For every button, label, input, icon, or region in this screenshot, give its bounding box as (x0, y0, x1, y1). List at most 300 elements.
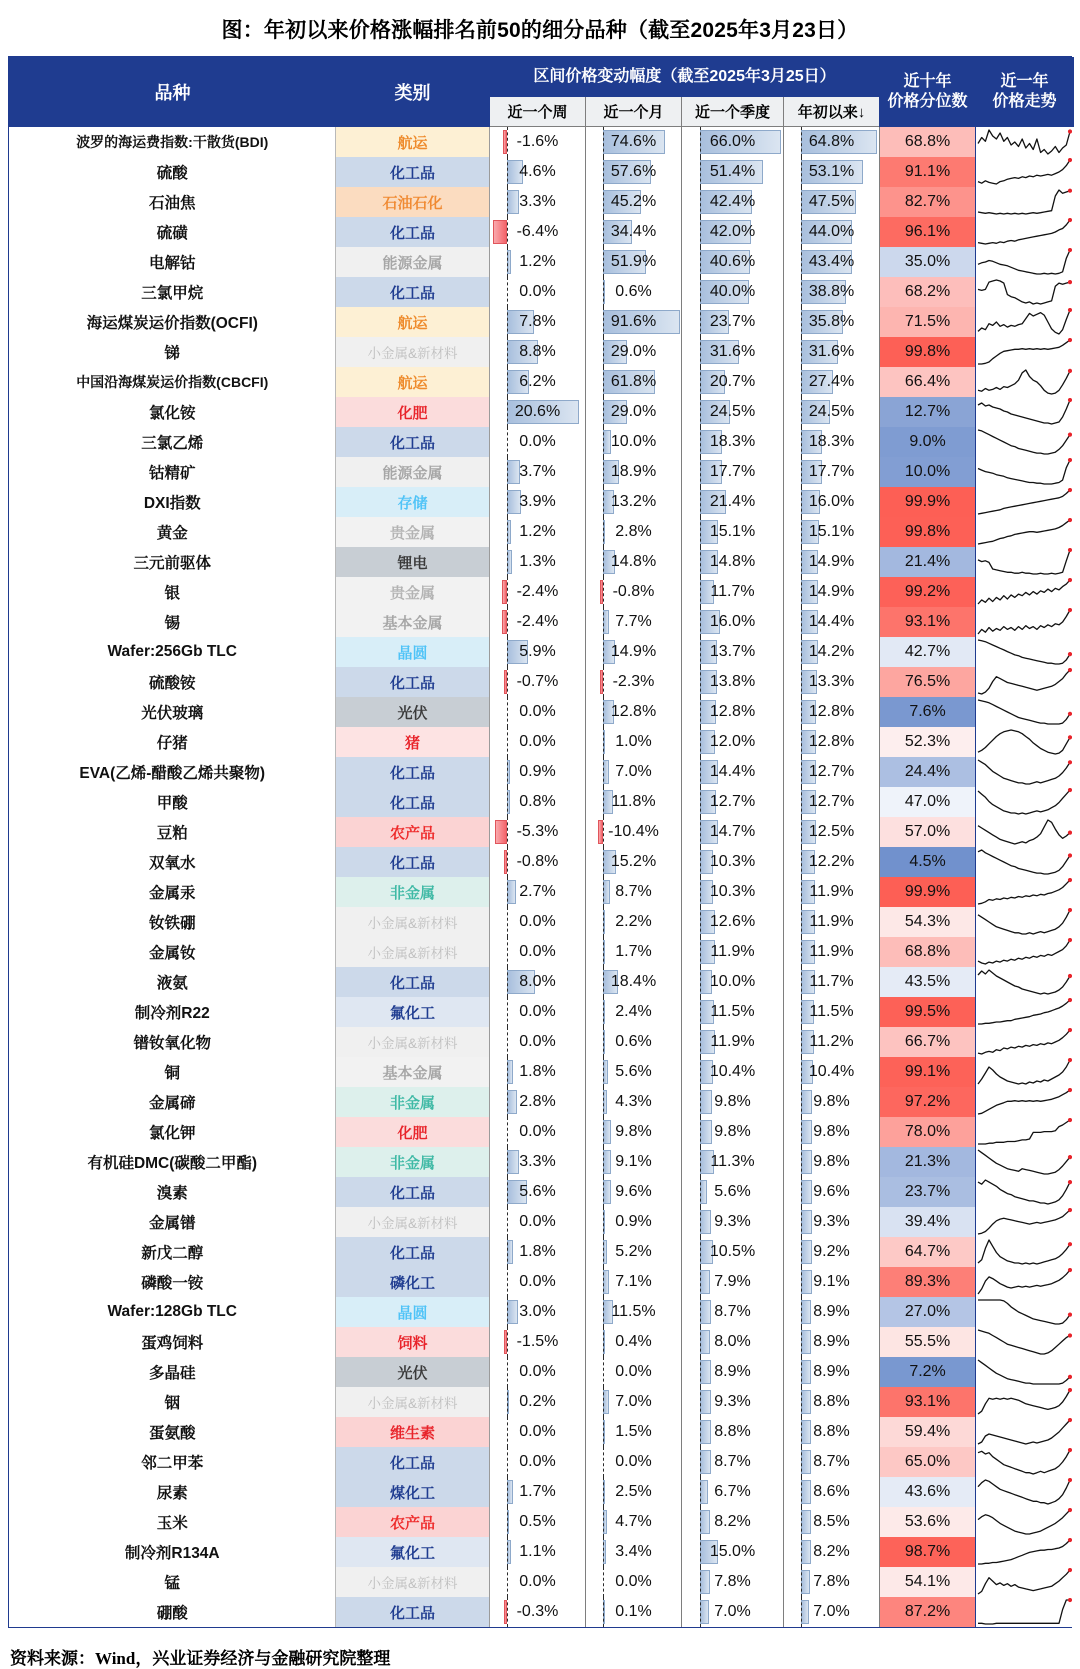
cell-change-m: 57.6% (586, 157, 682, 187)
cell-change-m: 0.0% (586, 1357, 682, 1387)
cell-category: 小金属&新材料 (336, 937, 490, 967)
table-row (10, 157, 1074, 187)
table-row (10, 1357, 1074, 1387)
table-row (10, 607, 1074, 637)
cell-price-trend-sparkline (976, 1417, 1074, 1447)
cell-change-w: 0.0% (490, 907, 586, 937)
cell-change-m: -0.8% (586, 577, 682, 607)
cell-change-m: 0.0% (586, 1567, 682, 1597)
cell-price-trend-sparkline (976, 517, 1074, 547)
cell-category: 化工品 (336, 1447, 490, 1477)
cell-price-trend-sparkline (976, 457, 1074, 487)
cell-change-q: 9.3% (682, 1207, 784, 1237)
cell-change-ytd: 7.0% (784, 1597, 880, 1627)
cell-category: 化工品 (336, 1177, 490, 1207)
cell-change-ytd: 8.8% (784, 1417, 880, 1447)
cell-change-q: 8.7% (682, 1447, 784, 1477)
cell-decile-percentile: 27.0% (880, 1297, 976, 1327)
cell-price-trend-sparkline (976, 817, 1074, 847)
cell-change-q: 20.7% (682, 367, 784, 397)
cell-variety-name: 钴精矿 (10, 457, 336, 487)
cell-change-q: 15.1% (682, 517, 784, 547)
cell-category: 存储 (336, 487, 490, 517)
cell-price-trend-sparkline (976, 607, 1074, 637)
cell-price-trend-sparkline (976, 157, 1074, 187)
cell-price-trend-sparkline (976, 247, 1074, 277)
cell-change-ytd: 12.8% (784, 697, 880, 727)
cell-change-w: 3.0% (490, 1297, 586, 1327)
cell-change-q: 10.5% (682, 1237, 784, 1267)
cell-price-trend-sparkline (976, 1327, 1074, 1357)
cell-change-m: 3.4% (586, 1537, 682, 1567)
cell-change-q: 8.2% (682, 1507, 784, 1537)
cell-decile-percentile: 21.3% (880, 1147, 976, 1177)
cell-change-m: 61.8% (586, 367, 682, 397)
cell-category: 晶圆 (336, 637, 490, 667)
cell-category: 航运 (336, 127, 490, 158)
cell-category: 农产品 (336, 1507, 490, 1537)
cell-decile-percentile: 78.0% (880, 1117, 976, 1147)
cell-change-ytd: 14.4% (784, 607, 880, 637)
cell-change-w: 0.0% (490, 427, 586, 457)
cell-change-ytd: 11.2% (784, 1027, 880, 1057)
cell-category: 小金属&新材料 (336, 1567, 490, 1597)
cell-variety-name: 石油焦 (10, 187, 336, 217)
table-row (10, 1597, 1074, 1627)
cell-change-ytd: 8.9% (784, 1297, 880, 1327)
cell-price-trend-sparkline (976, 487, 1074, 517)
cell-change-q: 40.0% (682, 277, 784, 307)
cell-price-trend-sparkline (976, 1177, 1074, 1207)
cell-variety-name: 蛋鸡饲料 (10, 1327, 336, 1357)
cell-decile-percentile: 66.4% (880, 367, 976, 397)
cell-change-m: 7.7% (586, 607, 682, 637)
cell-decile-percentile: 93.1% (880, 1387, 976, 1417)
table-row (10, 847, 1074, 877)
cell-category: 非金属 (336, 877, 490, 907)
cell-decile-percentile: 68.8% (880, 937, 976, 967)
cell-category: 化工品 (336, 427, 490, 457)
cell-change-w: 0.0% (490, 1267, 586, 1297)
cell-price-trend-sparkline (976, 367, 1074, 397)
cell-variety-name: 镨钕氧化物 (10, 1027, 336, 1057)
table-row (10, 1117, 1074, 1147)
cell-decile-percentile: 99.8% (880, 337, 976, 367)
cell-change-ytd: 8.7% (784, 1447, 880, 1477)
cell-price-trend-sparkline (976, 577, 1074, 607)
header-sub-month[interactable]: 近一个月 (586, 97, 682, 127)
cell-change-q: 14.4% (682, 757, 784, 787)
table-row (10, 1267, 1074, 1297)
cell-variety-name: 磷酸一铵 (10, 1267, 336, 1297)
cell-variety-name: 铟 (10, 1387, 336, 1417)
cell-change-ytd: 47.5% (784, 187, 880, 217)
cell-variety-name: 锰 (10, 1567, 336, 1597)
cell-change-q: 11.9% (682, 1027, 784, 1057)
cell-change-w: 2.7% (490, 877, 586, 907)
cell-category: 小金属&新材料 (336, 1027, 490, 1057)
cell-category: 小金属&新材料 (336, 1207, 490, 1237)
cell-change-ytd: 8.2% (784, 1537, 880, 1567)
cell-change-ytd: 11.9% (784, 907, 880, 937)
cell-change-ytd: 13.3% (784, 667, 880, 697)
table-row (10, 1567, 1074, 1597)
cell-decile-percentile: 54.3% (880, 907, 976, 937)
cell-change-ytd: 11.9% (784, 937, 880, 967)
table-row (10, 1207, 1074, 1237)
header-sub-week[interactable]: 近一个周 (490, 97, 586, 127)
cell-change-m: 9.8% (586, 1117, 682, 1147)
cell-variety-name: 金属碲 (10, 1087, 336, 1117)
cell-change-q: 51.4% (682, 157, 784, 187)
table-row (10, 997, 1074, 1027)
cell-change-w: 0.0% (490, 277, 586, 307)
cell-change-m: 11.8% (586, 787, 682, 817)
cell-decile-percentile: 91.1% (880, 157, 976, 187)
table-row (10, 307, 1074, 337)
cell-variety-name: 制冷剂R134A (10, 1537, 336, 1567)
cell-change-ytd: 8.9% (784, 1327, 880, 1357)
cell-change-q: 12.0% (682, 727, 784, 757)
cell-change-w: 0.9% (490, 757, 586, 787)
cell-change-m: 2.4% (586, 997, 682, 1027)
cell-category: 氟化工 (336, 997, 490, 1027)
cell-category: 贵金属 (336, 577, 490, 607)
cell-price-trend-sparkline (976, 697, 1074, 727)
table-row (10, 1027, 1074, 1057)
cell-category: 基本金属 (336, 607, 490, 637)
cell-change-m: 74.6% (586, 127, 682, 158)
cell-category: 能源金属 (336, 457, 490, 487)
cell-change-q: 12.7% (682, 787, 784, 817)
cell-change-m: 29.0% (586, 337, 682, 367)
cell-change-m: 8.7% (586, 877, 682, 907)
cell-decile-percentile: 21.4% (880, 547, 976, 577)
table-row (10, 1297, 1074, 1327)
price-table-container (8, 56, 1072, 1628)
header-variety: 品种 (10, 58, 336, 127)
header-range-group: 区间价格变动幅度（截至2025年3月25日） (490, 58, 880, 97)
table-row (10, 397, 1074, 427)
cell-change-m: 0.4% (586, 1327, 682, 1357)
table-row (10, 217, 1074, 247)
cell-variety-name: 波罗的海运费指数:干散货(BDI) (10, 127, 336, 158)
header-decile-line2: 价格分位数 (887, 93, 968, 110)
cell-change-w: 0.8% (490, 787, 586, 817)
cell-change-q: 10.0% (682, 967, 784, 997)
cell-decile-percentile: 64.7% (880, 1237, 976, 1267)
cell-price-trend-sparkline (976, 727, 1074, 757)
cell-change-ytd: 9.8% (784, 1117, 880, 1147)
cell-change-q: 23.7% (682, 307, 784, 337)
cell-change-w: 5.6% (490, 1177, 586, 1207)
cell-change-w: 3.3% (490, 1147, 586, 1177)
cell-change-ytd: 44.0% (784, 217, 880, 247)
cell-price-trend-sparkline (976, 667, 1074, 697)
cell-price-trend-sparkline (976, 1207, 1074, 1237)
cell-decile-percentile: 57.0% (880, 817, 976, 847)
cell-change-ytd: 27.4% (784, 367, 880, 397)
cell-decile-percentile: 87.2% (880, 1597, 976, 1627)
cell-change-w: 8.8% (490, 337, 586, 367)
cell-price-trend-sparkline (976, 1477, 1074, 1507)
header-sub-quarter[interactable]: 近一个季度 (682, 97, 784, 127)
cell-change-m: 51.9% (586, 247, 682, 277)
cell-variety-name: Wafer:256Gb TLC (10, 637, 336, 667)
cell-change-q: 5.6% (682, 1177, 784, 1207)
cell-change-m: 18.4% (586, 967, 682, 997)
cell-price-trend-sparkline (976, 427, 1074, 457)
cell-variety-name: 氯化钾 (10, 1117, 336, 1147)
cell-variety-name: 双氧水 (10, 847, 336, 877)
cell-decile-percentile: 4.5% (880, 847, 976, 877)
cell-variety-name: 有机硅DMC(碳酸二甲酯) (10, 1147, 336, 1177)
header-sub-ytd[interactable]: 年初以来↓ (784, 97, 880, 127)
cell-variety-name: Wafer:128Gb TLC (10, 1297, 336, 1327)
cell-variety-name: 甲酸 (10, 787, 336, 817)
cell-change-w: 5.9% (490, 637, 586, 667)
cell-change-m: 7.0% (586, 1387, 682, 1417)
cell-change-ytd: 14.9% (784, 547, 880, 577)
cell-change-m: 9.6% (586, 1177, 682, 1207)
cell-change-m: -2.3% (586, 667, 682, 697)
cell-change-w: 6.2% (490, 367, 586, 397)
cell-category: 航运 (336, 367, 490, 397)
cell-change-w: 1.8% (490, 1237, 586, 1267)
cell-variety-name: 三氯甲烷 (10, 277, 336, 307)
table-row (10, 1327, 1074, 1357)
cell-change-q: 31.6% (682, 337, 784, 367)
cell-change-ytd: 12.2% (784, 847, 880, 877)
cell-decile-percentile: 7.6% (880, 697, 976, 727)
cell-change-m: 0.6% (586, 1027, 682, 1057)
cell-change-q: 15.0% (682, 1537, 784, 1567)
cell-change-q: 16.0% (682, 607, 784, 637)
cell-category: 化工品 (336, 667, 490, 697)
cell-variety-name: 新戊二醇 (10, 1237, 336, 1267)
cell-variety-name: 仔猪 (10, 727, 336, 757)
cell-change-w: -0.8% (490, 847, 586, 877)
cell-change-ytd: 8.5% (784, 1507, 880, 1537)
table-row (10, 1147, 1074, 1177)
header-category: 类别 (336, 58, 490, 127)
cell-variety-name: 锡 (10, 607, 336, 637)
cell-category: 晶圆 (336, 1297, 490, 1327)
cell-change-w: 0.0% (490, 1207, 586, 1237)
cell-decile-percentile: 76.5% (880, 667, 976, 697)
cell-change-w: 0.0% (490, 1417, 586, 1447)
cell-change-q: 14.7% (682, 817, 784, 847)
cell-change-m: 45.2% (586, 187, 682, 217)
cell-change-ytd: 53.1% (784, 157, 880, 187)
cell-decile-percentile: 99.2% (880, 577, 976, 607)
cell-change-w: 1.3% (490, 547, 586, 577)
cell-variety-name: 蛋氨酸 (10, 1417, 336, 1447)
cell-change-w: -0.3% (490, 1597, 586, 1627)
cell-change-q: 14.8% (682, 547, 784, 577)
table-row (10, 877, 1074, 907)
cell-change-ytd: 12.7% (784, 787, 880, 817)
cell-variety-name: 黄金 (10, 517, 336, 547)
cell-change-ytd: 15.1% (784, 517, 880, 547)
cell-change-m: 1.7% (586, 937, 682, 967)
cell-change-w: 4.6% (490, 157, 586, 187)
cell-change-q: 21.4% (682, 487, 784, 517)
cell-price-trend-sparkline (976, 847, 1074, 877)
cell-decile-percentile: 68.8% (880, 127, 976, 158)
cell-change-q: 13.7% (682, 637, 784, 667)
cell-change-w: 0.0% (490, 697, 586, 727)
cell-change-m: 0.0% (586, 1447, 682, 1477)
cell-decile-percentile: 52.3% (880, 727, 976, 757)
cell-variety-name: 氯化铵 (10, 397, 336, 427)
header-trend-line2: 价格走势 (992, 93, 1057, 110)
cell-category: 化工品 (336, 1597, 490, 1627)
cell-change-ytd: 18.3% (784, 427, 880, 457)
cell-change-ytd: 9.2% (784, 1237, 880, 1267)
cell-price-trend-sparkline (976, 1507, 1074, 1537)
table-row (10, 1387, 1074, 1417)
cell-category: 航运 (336, 307, 490, 337)
cell-change-q: 24.5% (682, 397, 784, 427)
cell-decile-percentile: 47.0% (880, 787, 976, 817)
cell-category: 农产品 (336, 817, 490, 847)
cell-price-trend-sparkline (976, 1297, 1074, 1327)
cell-variety-name: 金属钕 (10, 937, 336, 967)
cell-variety-name: 银 (10, 577, 336, 607)
cell-change-m: 1.0% (586, 727, 682, 757)
cell-change-ytd: 31.6% (784, 337, 880, 367)
cell-change-m: 2.2% (586, 907, 682, 937)
cell-change-w: 0.0% (490, 937, 586, 967)
table-row (10, 1477, 1074, 1507)
cell-change-q: 6.7% (682, 1477, 784, 1507)
table-head (10, 58, 1074, 127)
cell-category: 化工品 (336, 787, 490, 817)
cell-change-w: 0.0% (490, 1027, 586, 1057)
cell-change-w: 0.2% (490, 1387, 586, 1417)
cell-variety-name: DXI指数 (10, 487, 336, 517)
cell-change-q: 8.9% (682, 1357, 784, 1387)
cell-change-q: 17.7% (682, 457, 784, 487)
cell-variety-name: 硫酸铵 (10, 667, 336, 697)
cell-change-w: 1.1% (490, 1537, 586, 1567)
cell-price-trend-sparkline (976, 1267, 1074, 1297)
cell-variety-name: 尿素 (10, 1477, 336, 1507)
cell-price-trend-sparkline (976, 307, 1074, 337)
cell-change-m: 10.0% (586, 427, 682, 457)
cell-decile-percentile: 23.7% (880, 1177, 976, 1207)
cell-price-trend-sparkline (976, 187, 1074, 217)
cell-change-w: 3.9% (490, 487, 586, 517)
cell-change-q: 8.7% (682, 1297, 784, 1327)
cell-change-w: 1.2% (490, 247, 586, 277)
cell-price-trend-sparkline (976, 1147, 1074, 1177)
cell-change-w: 1.7% (490, 1477, 586, 1507)
cell-price-trend-sparkline (976, 127, 1074, 158)
cell-category: 锂电 (336, 547, 490, 577)
cell-change-ytd: 9.1% (784, 1267, 880, 1297)
cell-price-trend-sparkline (976, 637, 1074, 667)
cell-change-q: 11.9% (682, 937, 784, 967)
cell-change-w: -2.4% (490, 607, 586, 637)
cell-variety-name: 制冷剂R22 (10, 997, 336, 1027)
cell-change-w: 8.0% (490, 967, 586, 997)
cell-category: 光伏 (336, 1357, 490, 1387)
cell-decile-percentile: 54.1% (880, 1567, 976, 1597)
table-row (10, 1087, 1074, 1117)
cell-change-ytd: 14.2% (784, 637, 880, 667)
cell-change-ytd: 12.5% (784, 817, 880, 847)
table-row (10, 817, 1074, 847)
cell-category: 化工品 (336, 1237, 490, 1267)
cell-change-q: 7.8% (682, 1567, 784, 1597)
cell-change-ytd: 9.8% (784, 1147, 880, 1177)
cell-decile-percentile: 99.9% (880, 487, 976, 517)
cell-price-trend-sparkline (976, 337, 1074, 367)
cell-change-q: 40.6% (682, 247, 784, 277)
cell-change-q: 13.8% (682, 667, 784, 697)
cell-change-w: 2.8% (490, 1087, 586, 1117)
cell-price-trend-sparkline (976, 877, 1074, 907)
cell-variety-name: 三氯乙烯 (10, 427, 336, 457)
cell-change-w: 0.0% (490, 1117, 586, 1147)
cell-change-ytd: 11.5% (784, 997, 880, 1027)
cell-change-q: 8.8% (682, 1417, 784, 1447)
cell-change-ytd: 9.6% (784, 1177, 880, 1207)
cell-change-q: 42.0% (682, 217, 784, 247)
cell-change-m: 0.9% (586, 1207, 682, 1237)
cell-category: 维生素 (336, 1417, 490, 1447)
cell-price-trend-sparkline (976, 277, 1074, 307)
cell-decile-percentile: 24.4% (880, 757, 976, 787)
cell-change-q: 12.6% (682, 907, 784, 937)
header-trend (976, 58, 1074, 127)
cell-decile-percentile: 97.2% (880, 1087, 976, 1117)
cell-change-m: 5.2% (586, 1237, 682, 1267)
table-row (10, 907, 1074, 937)
cell-category: 石油石化 (336, 187, 490, 217)
header-trend-line1: 近一年 (1000, 73, 1049, 90)
table-row (10, 247, 1074, 277)
cell-variety-name: 硫磺 (10, 217, 336, 247)
table-row (10, 667, 1074, 697)
cell-price-trend-sparkline (976, 937, 1074, 967)
cell-change-q: 10.3% (682, 877, 784, 907)
cell-change-m: 91.6% (586, 307, 682, 337)
cell-category: 煤化工 (336, 1477, 490, 1507)
cell-change-m: 1.5% (586, 1417, 682, 1447)
table-row (10, 187, 1074, 217)
cell-change-ytd: 24.5% (784, 397, 880, 427)
table-row (10, 1057, 1074, 1087)
table-row (10, 427, 1074, 457)
cell-category: 小金属&新材料 (336, 337, 490, 367)
cell-price-trend-sparkline (976, 1537, 1074, 1567)
cell-price-trend-sparkline (976, 547, 1074, 577)
cell-category: 非金属 (336, 1087, 490, 1117)
cell-decile-percentile: 53.6% (880, 1507, 976, 1537)
cell-change-m: 7.0% (586, 757, 682, 787)
cell-change-m: -10.4% (586, 817, 682, 847)
cell-category: 化肥 (336, 397, 490, 427)
cell-change-q: 18.3% (682, 427, 784, 457)
cell-change-ytd: 12.7% (784, 757, 880, 787)
cell-price-trend-sparkline (976, 1357, 1074, 1387)
table-body (10, 127, 1074, 1628)
table-row (10, 277, 1074, 307)
cell-category: 化工品 (336, 217, 490, 247)
